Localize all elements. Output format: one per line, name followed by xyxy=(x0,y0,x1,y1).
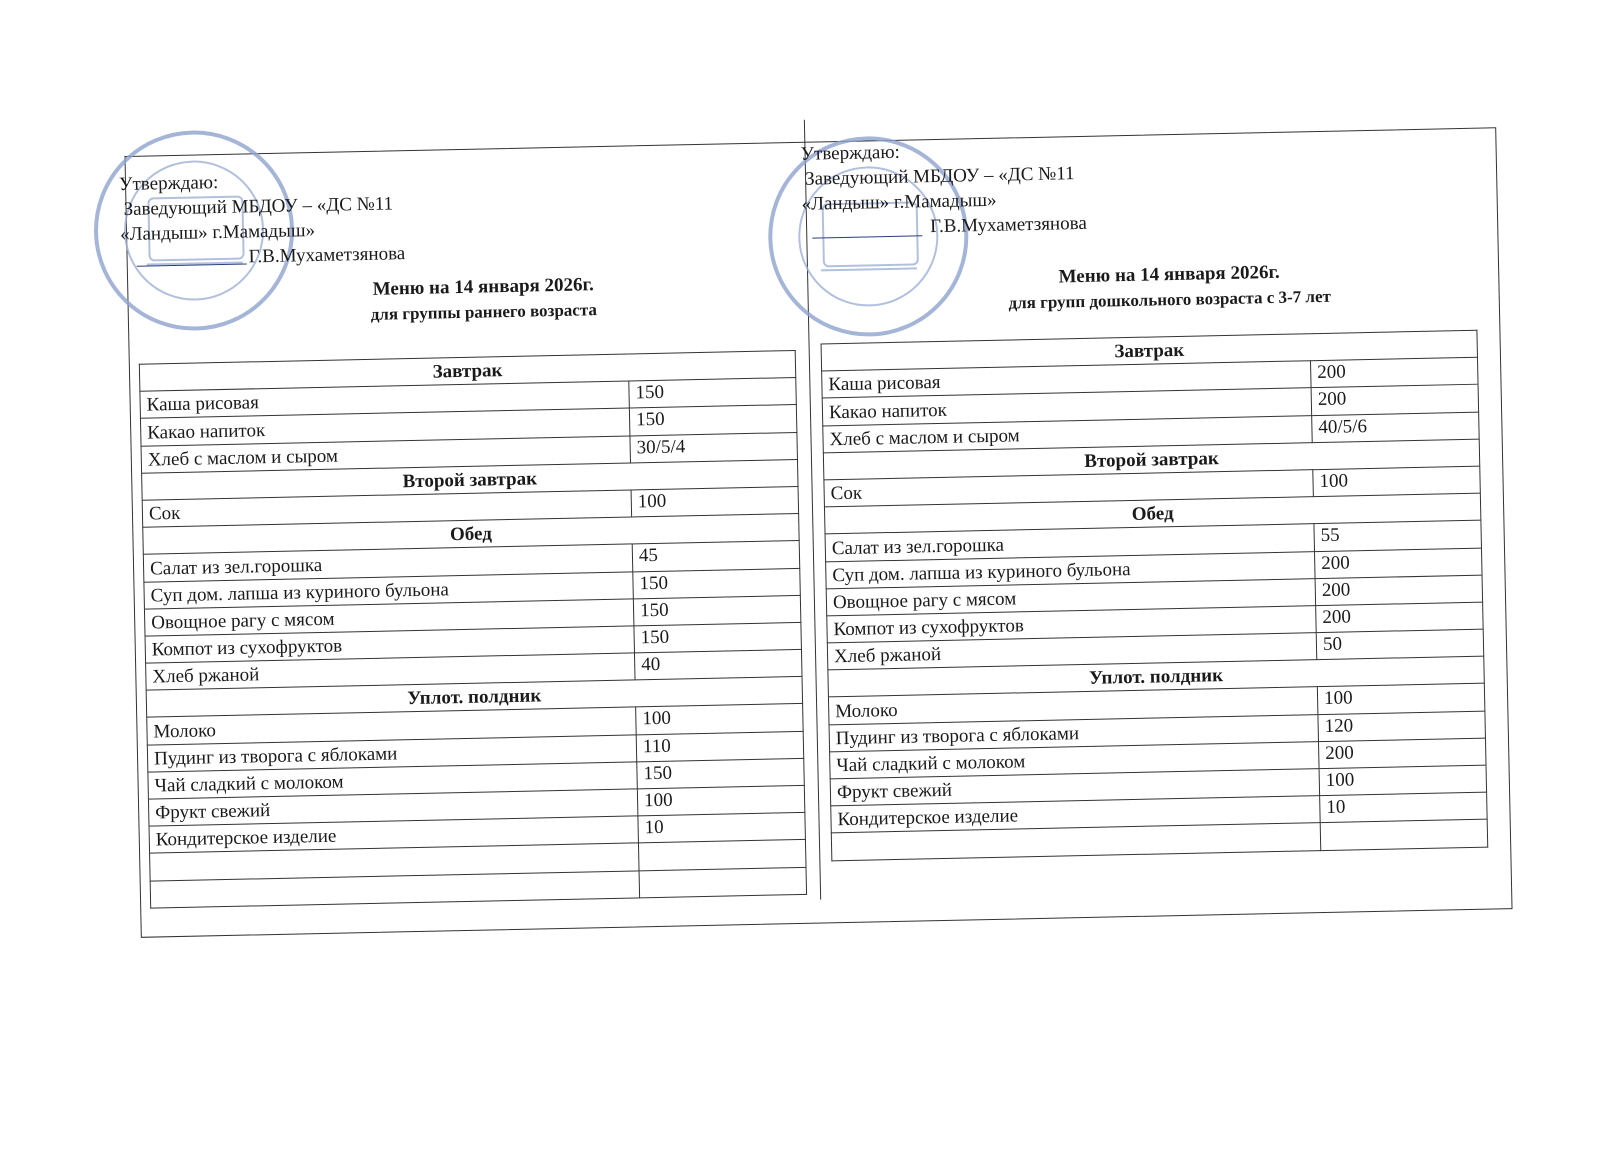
dish-name: Пудинг из творога с яблоками xyxy=(147,735,636,772)
approval-institution: «Ландыш» г.Мамадыш» xyxy=(119,220,316,246)
approval-block xyxy=(800,136,1087,242)
portion-size: 200 xyxy=(1315,575,1483,606)
dish-name: Молоко xyxy=(147,707,636,744)
portion-size: 40 xyxy=(634,649,802,680)
dish-name: Суп дом. лапша из куриного бульона xyxy=(826,551,1315,588)
portion-size: 100 xyxy=(1313,466,1481,497)
dish-name: Овощное рагу с мясом xyxy=(144,599,633,636)
menu-title: Меню на 14 января 2026г. xyxy=(372,274,595,300)
menu-subtitle: для группы раннего возраста xyxy=(370,300,598,324)
portion-size: 45 xyxy=(632,541,800,572)
meal-section-heading: Завтрак xyxy=(821,330,1477,371)
portion-size: 55 xyxy=(1314,520,1482,551)
dish-name: Компот из сухофруктов xyxy=(827,606,1316,643)
dish-name: Каша рисовая xyxy=(140,381,629,418)
approval-signatory: Г.В.Мухаметзянова xyxy=(929,212,1087,238)
dish-name: Фрукт свежий xyxy=(830,769,1319,806)
dish-name: Молоко xyxy=(828,687,1317,724)
portion-size xyxy=(638,840,806,871)
portion-size: 150 xyxy=(633,568,801,599)
portion-size: 200 xyxy=(1314,548,1482,579)
dish-name: Кондитерское изделие xyxy=(831,796,1320,833)
portion-size: 150 xyxy=(629,405,797,436)
dish-name: Чай сладкий с молоком xyxy=(830,741,1319,778)
portion-size: 100 xyxy=(1319,765,1487,796)
dish-name: Каша рисовая xyxy=(822,361,1311,398)
portion-size: 120 xyxy=(1318,711,1486,742)
dish-name: Сок xyxy=(824,470,1313,507)
dish-name: Фрукт свежий xyxy=(148,789,637,826)
portion-size: 30/5/4 xyxy=(630,432,798,463)
portion-size: 200 xyxy=(1316,602,1484,633)
approval-position: Заведующий МБДОУ – «ДС №11 xyxy=(804,163,1075,190)
portion-size: 200 xyxy=(1311,385,1479,416)
portion-size xyxy=(1320,819,1488,850)
preschool-menu-panel xyxy=(800,127,1502,921)
portion-size xyxy=(639,867,807,898)
portion-size: 100 xyxy=(637,785,805,816)
portion-size: 200 xyxy=(1318,738,1486,769)
dish-name: Хлеб с маслом и сыром xyxy=(141,436,630,473)
menu-table xyxy=(821,330,1489,861)
dish-name: Салат из зел.горошка xyxy=(825,524,1314,561)
dish-name: Хлеб ржаной xyxy=(146,653,635,690)
dish-name: Салат из зел.горошка xyxy=(143,544,632,581)
dish-name: Пудинг из творога с яблоками xyxy=(829,714,1318,751)
dish-name: Хлеб ржаной xyxy=(827,633,1316,670)
approval-heading: Утверждаю: xyxy=(800,141,901,165)
approval-block xyxy=(119,166,406,272)
menu-subtitle: для групп дошкольного возраста с 3-7 лет xyxy=(1008,286,1332,313)
approval-position: Заведующий МБДОУ – «ДС №11 xyxy=(123,193,394,221)
portion-size: 200 xyxy=(1311,357,1479,388)
meal-section-heading: Обед xyxy=(143,514,799,555)
dish-name: Суп дом. лапша из куриного бульона xyxy=(144,571,633,608)
portion-size: 150 xyxy=(637,758,805,789)
portion-size: 40/5/6 xyxy=(1312,412,1480,443)
portion-size: 110 xyxy=(636,731,804,762)
approval-heading: Утверждаю: xyxy=(118,172,219,196)
portion-size: 150 xyxy=(634,622,802,653)
dish-name: Чай сладкий с молоком xyxy=(148,762,637,799)
dish-name: Компот из сухофруктов xyxy=(145,626,634,663)
menu-table xyxy=(139,350,807,908)
meal-section-heading: Завтрак xyxy=(139,350,795,391)
dish-name: Хлеб с маслом и сыром xyxy=(823,415,1312,452)
menu-title: Меню на 14 января 2026г. xyxy=(1058,261,1280,288)
portion-size: 150 xyxy=(633,595,801,626)
approval-signatory: Г.В.Мухаметзянова xyxy=(248,243,406,268)
portion-size: 50 xyxy=(1316,629,1484,660)
dish-name: Овощное рагу с мясом xyxy=(826,578,1315,615)
meal-section-heading: Второй завтрак xyxy=(142,459,798,500)
portion-size: 100 xyxy=(1317,684,1485,715)
dish-name: Какао напиток xyxy=(140,408,629,445)
meal-section-heading: Уплот. полдник xyxy=(146,677,802,718)
portion-size: 10 xyxy=(638,813,806,844)
portion-size: 10 xyxy=(1320,792,1488,823)
early-age-menu-panel xyxy=(118,142,820,936)
portion-size: 100 xyxy=(631,486,799,517)
meal-section-heading: Уплот. полдник xyxy=(828,656,1484,697)
portion-size: 100 xyxy=(636,704,804,735)
meal-section-heading: Обед xyxy=(824,493,1480,534)
approval-institution: «Ландыш» г.Мамадыш» xyxy=(801,189,997,215)
menu-sheet xyxy=(118,105,1511,942)
dish-name: Какао напиток xyxy=(822,388,1311,425)
meal-section-heading: Второй завтрак xyxy=(823,439,1479,480)
dish-name: Сок xyxy=(142,490,631,527)
dish-name: Кондитерское изделие xyxy=(149,816,638,853)
portion-size: 150 xyxy=(629,378,797,409)
